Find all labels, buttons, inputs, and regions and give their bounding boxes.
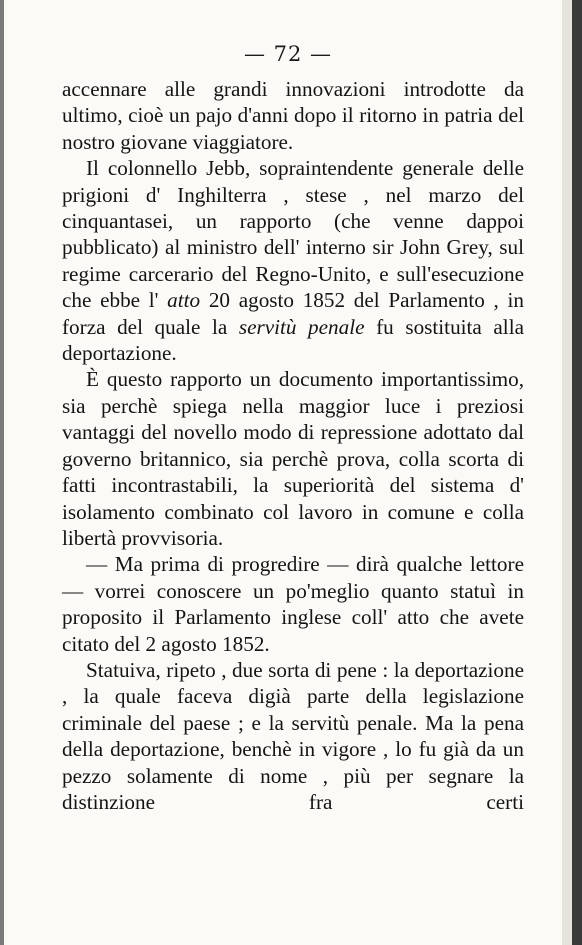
page-number: — 72 — [243,42,333,66]
paragraph-3 [62,366,524,551]
paragraph-5 [62,657,524,815]
page-edge [562,0,572,945]
page-body [62,76,524,815]
paragraph-2-text-c: fu sostituita alla deportazione. [62,314,524,366]
book-page [4,0,572,945]
paragraph-2-text-a: Il colonnello Jebb, sopraintendente generale delle prigioni d' Inghilterra , stese , nel marzo del cinquantasei, un rapporto (che venne dappoi pubblicato) al ministro dell' interno sir John Grey, sul regime carcerario del Regno-Unito, e sull'esecuzione che ebbe l' [62,156,524,313]
paragraph-1 [62,76,524,155]
paragraph-4 [62,551,524,657]
italic-atto: atto [167,288,201,313]
paragraph-1-text: accennare alle grandi innovazioni introdotte da ultimo, cioè un pajo d'anni dopo il ritorno in patria del nostro giovane viaggiatore. [62,77,524,154]
paragraph-5-text: Statuiva, ripeto , due sorta di pene : la deportazione , la quale faceva digià parte della legislazione criminale del paese ; e la servitù penale. Ma la pena della deportazione, benchè in vigore , lo fu già da un pezzo solamente di nome , più per segnare la distinzione fra certi [62,657,524,814]
paragraph-4-text: — Ma prima di progredire — dirà qualche lettore — vorrei conoscere un po'meglio quanto statuì in proposito il Parlamento inglese coll' atto che avete citato del 2 agosto 1852. [62,552,524,656]
italic-servitu-penale: servitù penale [238,314,365,339]
paragraph-3-text: È questo rapporto un documento importantissimo, sia perchè spiega nella maggior luce i preziosi vantaggi del novello modo di repressione adottato dal governo britannico, sia perchè prova, colla scorta di fatti incontrastabili, la superiorità del sistema d' isolamento combinato col lavoro in comune e colla libertà provvisoria. [62,367,524,550]
paragraph-2 [62,155,524,366]
paragraph-2-text-b: 20 agosto 1852 del Parlamento , in forza del quale la [62,288,524,339]
